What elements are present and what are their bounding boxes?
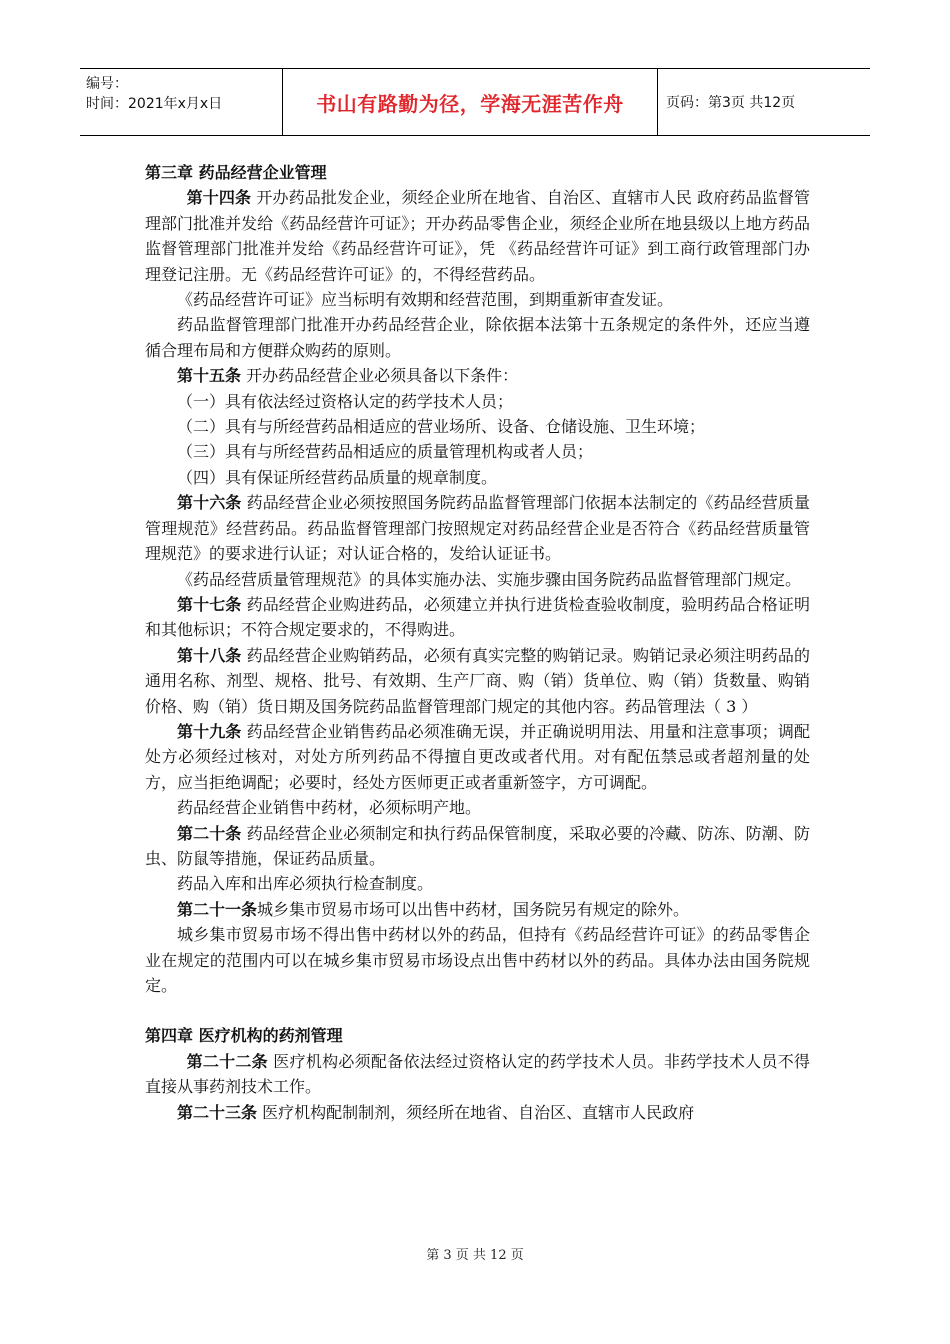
- article-label: 第十七条: [177, 594, 242, 614]
- article-label: 第十五条: [177, 366, 242, 386]
- page-header: [80, 68, 870, 136]
- paragraph: [145, 1100, 810, 1125]
- section-gap: [145, 998, 810, 1023]
- list-item: [145, 465, 810, 490]
- paragraph: [145, 643, 810, 719]
- header-page-info: 页码：第3页 共12页: [666, 95, 796, 111]
- paragraph-text: 药品经营企业购销药品，必须有真实完整的购销记录。购销记录必须注明药品的通用名称、剂型、规格、批号、有效期、生产厂商、购（销）货单位、购（销）货数量、购销价格、购（销）货日期及国务院药品监督管理部门规定的其他内容。药品管理法（ 3 ）: [145, 645, 810, 716]
- article-label: 第十九条: [177, 721, 242, 741]
- list-item: [145, 414, 810, 439]
- paragraph: [145, 821, 810, 872]
- chapter-title: 第四章 医疗机构的药剂管理: [145, 1026, 343, 1046]
- paragraph-text: 药品监督管理部门批准开办药品经营企业，除依据本法第十五条规定的条件外，还应当遵循合理布局和方便群众购药的原则。: [145, 315, 810, 360]
- paragraph: [145, 897, 810, 922]
- paragraph: [145, 490, 810, 566]
- paragraph: [145, 871, 810, 896]
- paragraph: [145, 363, 810, 388]
- paragraph-text: 城乡集市贸易市场不得出售中药材以外的药品，但持有《药品经营许可证》的药品零售企业在规定的范围内可以在城乡集市贸易市场设点出售中药材以外的药品。具体办法由国务院规定。: [145, 925, 810, 995]
- list-item: [145, 439, 810, 464]
- header-number: 编号：: [86, 76, 128, 92]
- page-footer: 第 3 页 共 12 页: [426, 1248, 524, 1263]
- paragraph: [145, 922, 810, 998]
- paragraph: [145, 1049, 810, 1100]
- paragraph: [145, 795, 810, 820]
- article-label: 第二十条: [177, 823, 242, 843]
- paragraph-text: 药品经营企业必须制定和执行药品保管制度，采取必要的冷藏、防冻、防潮、防虫、防鼠等措施，保证药品质量。: [145, 823, 810, 868]
- paragraph-text: 医疗机构必须配备依法经过资格认定的药学技术人员。非药学技术人员不得直接从事药剂技术工作。: [145, 1051, 810, 1097]
- document-body: [145, 160, 810, 1125]
- paragraph-text: 药品入库和出库必须执行检查制度。: [177, 874, 434, 894]
- paragraph-text: 医疗机构配制制剂，须经所在地省、自治区、直辖市人民政府: [257, 1102, 695, 1122]
- paragraph-text: （三）具有与所经营药品相适应的质量管理机构或者人员；: [177, 442, 594, 462]
- paragraph: [145, 185, 810, 287]
- article-label: 第二十三条: [177, 1102, 258, 1122]
- paragraph-text: 开办药品批发企业，须经企业所在地省、自治区、直辖市人民 政府药品监督管理部门批准并发给《药品经营许可证》；开办药品零售企业，须经企业所在地县级以上地方药品监督管理部门批准并发给《药品经营许可证》，凭 《药品经营许可证》到工商行政管理部门办理登记注册。无《药品经营许可证》的，不得经营药品。: [145, 188, 810, 284]
- paragraph-text: 药品经营企业销售药品必须准确无误，并正确说明用法、用量和注意事项；调配处方必须经过核对，对处方所列药品不得擅自更改或者代用。对有配伍禁忌或者超剂量的处方，应当拒绝调配；必要时，经处方医师更正或者重新签字，方可调配。: [145, 721, 810, 792]
- paragraph: [145, 592, 810, 643]
- paragraph-text: （四）具有保证所经营药品质量的规章制度。: [177, 467, 498, 487]
- chapter-title: 第三章 药品经营企业管理: [145, 163, 327, 182]
- paragraph: [145, 287, 810, 312]
- paragraph-text: 《药品经营许可证》应当标明有效期和经营范围，到期重新审查发证。: [177, 290, 674, 310]
- article-label: 第十八条: [177, 645, 242, 665]
- article-label: 第十六条: [177, 493, 242, 513]
- paragraph-text: （一）具有依法经过资格认定的药学技术人员；: [177, 391, 514, 411]
- article-label: 第二十一条: [177, 899, 258, 919]
- paragraph-text: 药品经营企业必须按照国务院药品监督管理部门依据本法制定的《药品经营质量管理规范》经营药品。药品监督管理部门按照规定对药品经营企业是否符合《药品经营质量管理规范》的要求进行认证；对认证合格的，发给认证证书。: [145, 493, 810, 564]
- header-time: 时间：2021年x月x日: [86, 96, 223, 112]
- paragraph-text: 药品经营企业购进药品，必须建立并执行进货检查验收制度，验明药品合格证明和其他标识；不符合规定要求的，不得购进。: [145, 594, 810, 640]
- paragraph: [145, 312, 810, 363]
- article-label: 第二十二条: [186, 1051, 268, 1071]
- header-meta: [80, 69, 283, 135]
- paragraph: [145, 719, 810, 795]
- paragraph-text: 开办药品经营企业必须具备以下条件：: [241, 366, 519, 386]
- paragraph-text: 城乡集市贸易市场可以出售中药材，国务院另有规定的除外。: [257, 899, 690, 919]
- paragraph-text: 《药品经营质量管理规范》的具体实施办法、实施步骤由国务院药品监督管理部门规定。: [177, 569, 802, 589]
- paragraph-text: 药品经营企业销售中药材，必须标明产地。: [177, 798, 482, 818]
- header-motto: 书山有路勤为径，学海无涯苦作舟: [283, 69, 658, 135]
- paragraph: [145, 567, 810, 592]
- paragraph-text: （二）具有与所经营药品相适应的营业场所、设备、仓储设施、卫生环境；: [177, 417, 706, 437]
- list-item: [145, 389, 810, 414]
- article-label: 第十四条: [186, 188, 252, 208]
